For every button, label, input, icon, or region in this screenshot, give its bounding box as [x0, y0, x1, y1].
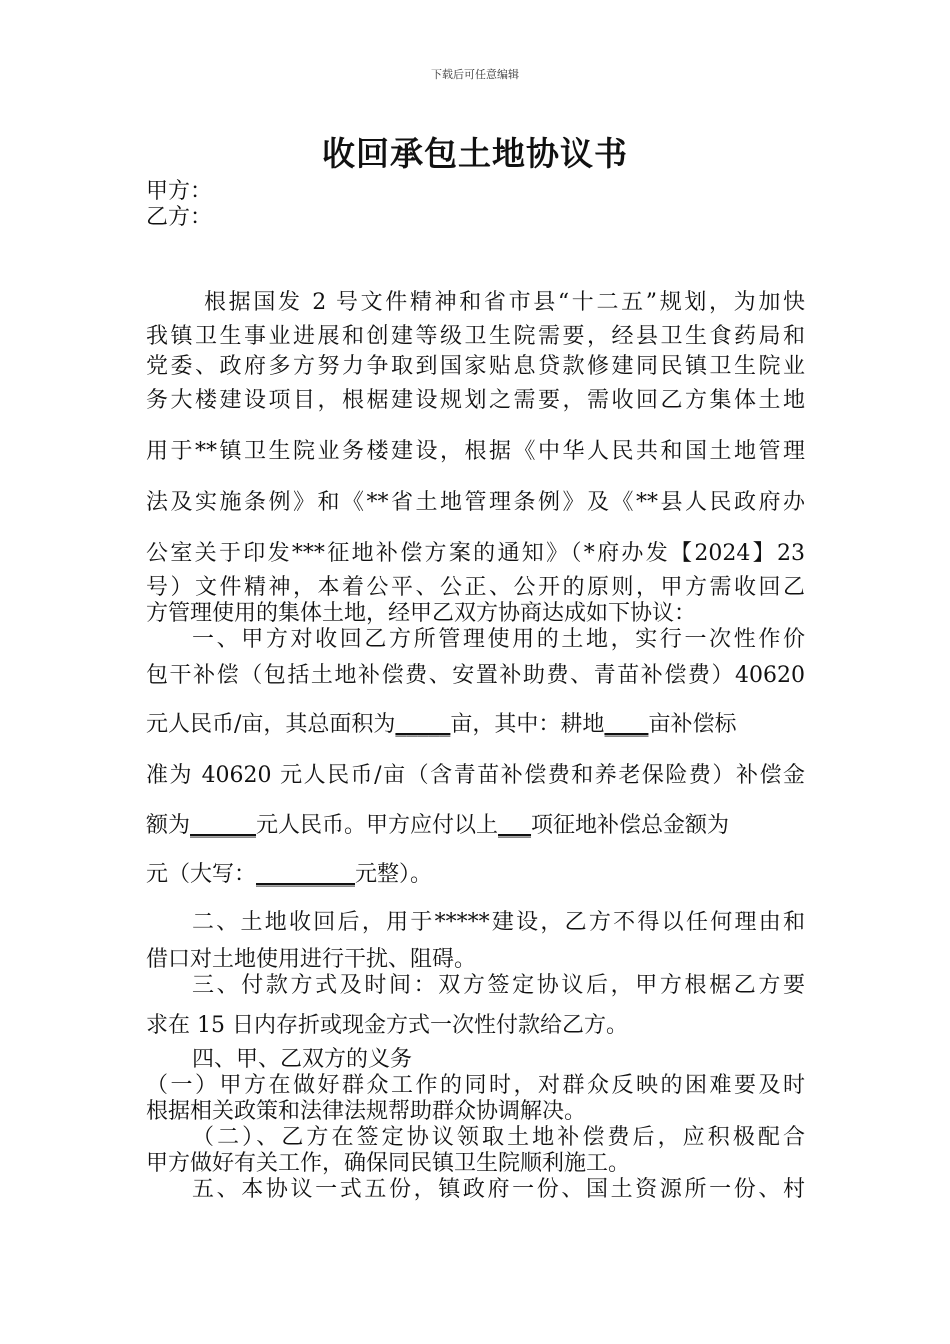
clause-1-text: 项征地补偿总金额为 [531, 813, 730, 838]
clause-1-line: 包干补偿（包括土地补偿费、安置补助费、青苗补偿费）40620 [146, 663, 805, 688]
intro-line: 号）文件精神，本着公平、公正、公开的原则，甲方需收回乙 [146, 575, 805, 600]
intro-line: 务大楼建设项目，根椐建设规划之需要，需收回乙方集体土地 [146, 388, 805, 413]
clause-1-line [146, 808, 816, 839]
clause-1-text: 额为 [146, 813, 191, 838]
clause-1-text: 元整）。 [355, 862, 433, 887]
clause-3-line: 三、付款方式及时间：双方签定协议后，甲方根椐乙方要 [192, 973, 805, 998]
clause-4-sub1-line: （一）甲方在做好群众工作的同时，对群众反映的困难要及时 [146, 1073, 805, 1098]
clause-1-line [146, 857, 816, 888]
clause-1-line [146, 707, 816, 738]
page-header: 下载后可任意编辑 [431, 68, 519, 81]
clause-1-text: 元人民币。甲方应付以上 [256, 813, 499, 838]
clause-1-line: 一、甲方对收回乙方所管理使用的土地，实行一次性作价 [192, 627, 805, 652]
intro-line: 公室关于印发***征地补偿方案的通知》（*府办发【2024】23 [146, 541, 805, 566]
blank-farmland-area: ____ [604, 712, 649, 737]
clause-4-sub1-line: 根据相关政策和法律法规帮助群众协调解决。 [146, 1099, 587, 1124]
clause-2-line: 借口对土地使用进行干扰、阻碍。 [146, 947, 477, 972]
clause-1-text: 亩补偿标 [648, 712, 737, 737]
blank-item-count: ___ [498, 813, 532, 838]
clause-1-text: 亩，其中：耕地 [450, 712, 605, 737]
party-b-label: 乙方： [146, 205, 213, 230]
clause-2-line: 二、土地收回后，用于*****建设，乙方不得以任何理由和 [192, 910, 805, 935]
clause-4-heading: 四、甲、乙双方的义务 [192, 1047, 413, 1072]
intro-line: 我镇卫生事业进展和创建等级卫生院需要，经县卫生食药局和 [146, 324, 805, 349]
blank-compensation-amount: ______ [190, 813, 257, 838]
clause-4-sub2-line: （二）、乙方在签定协议领取土地补偿费后，应积极配合 [192, 1125, 805, 1150]
clause-3-line: 求在 15 日内存折或现金方式一次性付款给乙方。 [146, 1013, 628, 1038]
document-title: 收回承包土地协议书 [322, 134, 628, 173]
intro-line: 根据国发 2 号文件精神和省市县“十二五”规划，为加快 [204, 290, 805, 315]
intro-line: 法及实施条例》和《**省土地管理条例》及《**县人民政府办 [146, 490, 805, 515]
clause-1-line: 准为 40620 元人民币/亩（含青苗补偿费和养老保险费）补偿金 [146, 763, 805, 788]
clause-4-sub2-line: 甲方做好有关工作，确保同民镇卫生院顺利施工。 [146, 1151, 631, 1176]
clause-1-text: 元人民币/亩，其总面积为 [146, 712, 396, 737]
blank-total-area: _____ [395, 712, 451, 737]
intro-line: 用于**镇卫生院业务楼建设，根据《中华人民共和国土地管理 [146, 439, 805, 464]
intro-line: 方管理使用的集体土地，经甲乙双方协商达成如下协议： [146, 601, 697, 626]
blank-amount-in-words: _________ [256, 862, 356, 887]
party-a-label: 甲方： [146, 179, 213, 204]
clause-5-line: 五、本协议一式五份，镇政府一份、国土资源所一份、村 [192, 1177, 805, 1202]
clause-1-text: 元（大写： [146, 862, 257, 887]
intro-line: 党委、政府多方努力争取到国家贴息贷款修建同民镇卫生院业 [146, 354, 805, 379]
